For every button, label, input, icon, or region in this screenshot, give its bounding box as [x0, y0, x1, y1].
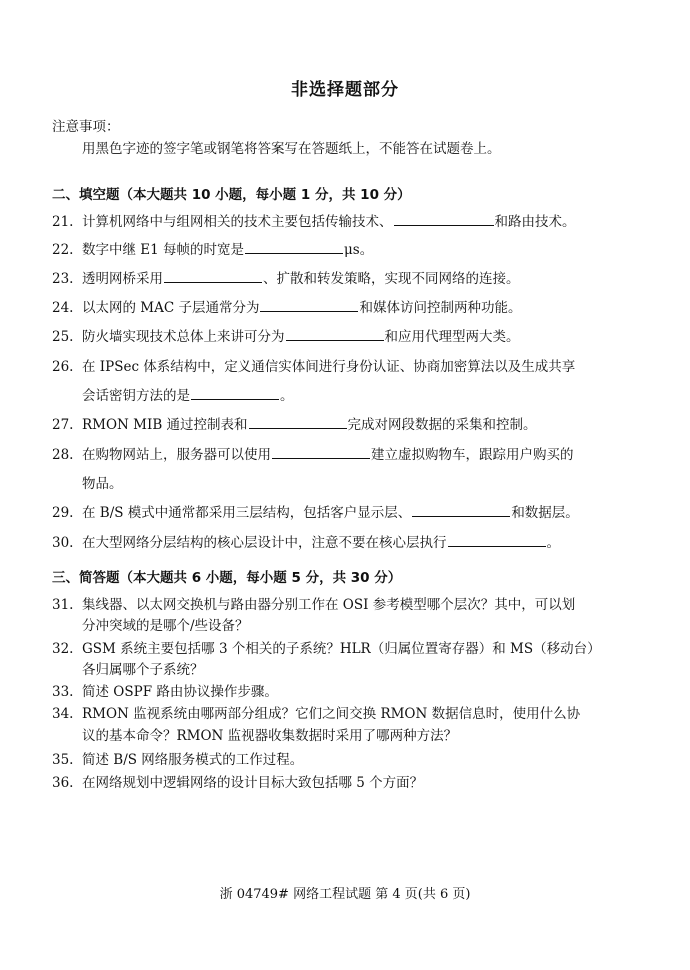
question-text: 集线器、以太网交换机与路由器分别工作在 OSI 参考模型哪个层次？其中，可以划 — [82, 597, 576, 613]
answer-blank — [394, 213, 494, 226]
question-number: 33. — [52, 684, 74, 700]
question-text-after: μs。 — [344, 242, 374, 258]
question-text: 在购物网站上，服务器可以使用 — [82, 447, 271, 463]
question-text-after: 完成对网段数据的采集和控制。 — [347, 417, 537, 433]
question-28-cont: 物品。 — [82, 476, 123, 492]
question-number: 22. — [52, 242, 74, 258]
question-text: 在大型网络分层结构的核心层设计中，注意不要在核心层执行 — [82, 535, 447, 551]
answer-blank — [260, 299, 358, 312]
question-number: 34. — [52, 706, 74, 722]
question-23 — [52, 267, 520, 287]
question-number: 28. — [52, 447, 74, 463]
question-35 — [52, 748, 303, 768]
question-34-cont: 议的基本命令？RMON 监视器收集数据时采用了哪两种方法？ — [82, 728, 458, 744]
question-text-after: 、扩散和转发策略，实现不同网络的连接。 — [263, 271, 520, 287]
question-text: 在 B/S 模式中通常都采用三层结构，包括客户显示层、 — [82, 505, 412, 521]
question-24 — [52, 296, 521, 316]
question-number: 31. — [52, 597, 74, 613]
notice-text: 用黑色字迹的签字笔或钢笔将答案写在答题纸上，不能答在试题卷上。 — [82, 141, 501, 157]
question-number: 29. — [52, 505, 74, 521]
answer-blank — [448, 534, 546, 547]
question-text: 简述 OSPF 路由协议操作步骤。 — [82, 684, 278, 700]
question-text-after: 和数据层。 — [511, 505, 579, 521]
page-title: 非选择题部分 — [291, 80, 399, 100]
question-text: 在 IPSec 体系结构中，定义通信实体间进行身份认证、协商加密算法以及生成共享 — [82, 359, 576, 375]
question-31 — [52, 593, 575, 613]
question-text-after: 和应用代理型两大类。 — [384, 329, 520, 345]
answer-blank — [245, 241, 343, 254]
question-text: RMON 监视系统由哪两部分组成？它们之间交换 RMON 数据信息时，使用什么协 — [82, 706, 581, 722]
question-number: 23. — [52, 271, 74, 287]
question-29 — [52, 501, 579, 521]
question-33 — [52, 680, 278, 700]
question-text: 防火墙实现技术总体上来讲可分为 — [82, 329, 285, 345]
question-32-cont: 各归属哪个子系统？ — [82, 662, 204, 678]
question-text: 数字中继 E1 每帧的时宽是 — [82, 242, 245, 258]
question-26-cont — [82, 384, 294, 404]
answer-blank — [191, 387, 279, 400]
question-number: 24. — [52, 300, 74, 316]
question-number: 25. — [52, 329, 74, 345]
section-3-heading: 三、简答题（本大题共 6 小题，每小题 5 分，共 30 分） — [52, 570, 402, 586]
question-31-cont: 分冲突域的是哪个/些设备？ — [82, 618, 249, 634]
notice-heading: 注意事项： — [52, 119, 120, 135]
answer-blank — [249, 416, 347, 429]
question-32 — [52, 637, 601, 657]
answer-blank — [286, 328, 384, 341]
answer-blank — [272, 446, 370, 459]
question-27 — [52, 413, 537, 433]
question-26 — [52, 355, 575, 375]
question-number: 21. — [52, 214, 74, 230]
question-21 — [52, 210, 576, 230]
page-footer: 浙 04749# 网络工程试题 第 4 页(共 6 页) — [219, 887, 471, 902]
question-text: 计算机网络中与组网相关的技术主要包括传输技术、 — [82, 214, 393, 230]
question-text: 透明网桥采用 — [82, 271, 163, 287]
question-number: 36. — [52, 775, 74, 791]
question-text: 会话密钥方法的是 — [82, 388, 190, 404]
question-text: GSM 系统主要包括哪 3 个相关的子系统？HLR（归属位置寄存器）和 MS（移动台） — [82, 641, 601, 657]
question-text: 在网络规划中逻辑网络的设计目标大致包括哪 5 个方面？ — [82, 775, 424, 791]
question-22 — [52, 238, 373, 258]
question-number: 30. — [52, 535, 74, 551]
question-text: 以太网的 MAC 子层通常分为 — [82, 300, 260, 316]
question-text-after: 。 — [280, 388, 294, 404]
answer-blank — [412, 504, 510, 517]
question-28 — [52, 443, 574, 463]
question-text: RMON MIB 通过控制表和 — [82, 417, 248, 433]
question-text-after: 建立虚拟购物车，跟踪用户购买的 — [371, 447, 574, 463]
question-text-after: 。 — [546, 535, 560, 551]
question-number: 35. — [52, 752, 74, 768]
section-2-heading: 二、填空题（本大题共 10 小题，每小题 1 分，共 10 分） — [52, 187, 411, 203]
question-number: 32. — [52, 641, 74, 657]
question-number: 26. — [52, 359, 74, 375]
question-text-after: 和媒体访问控制两种功能。 — [359, 300, 522, 316]
question-30 — [52, 531, 560, 551]
answer-blank — [164, 270, 262, 283]
question-34 — [52, 702, 580, 722]
question-text: 简述 B/S 网络服务模式的工作过程。 — [82, 752, 304, 768]
question-25 — [52, 325, 520, 345]
question-36 — [52, 771, 423, 791]
question-number: 27. — [52, 417, 74, 433]
question-text-after: 和路由技术。 — [494, 214, 576, 230]
